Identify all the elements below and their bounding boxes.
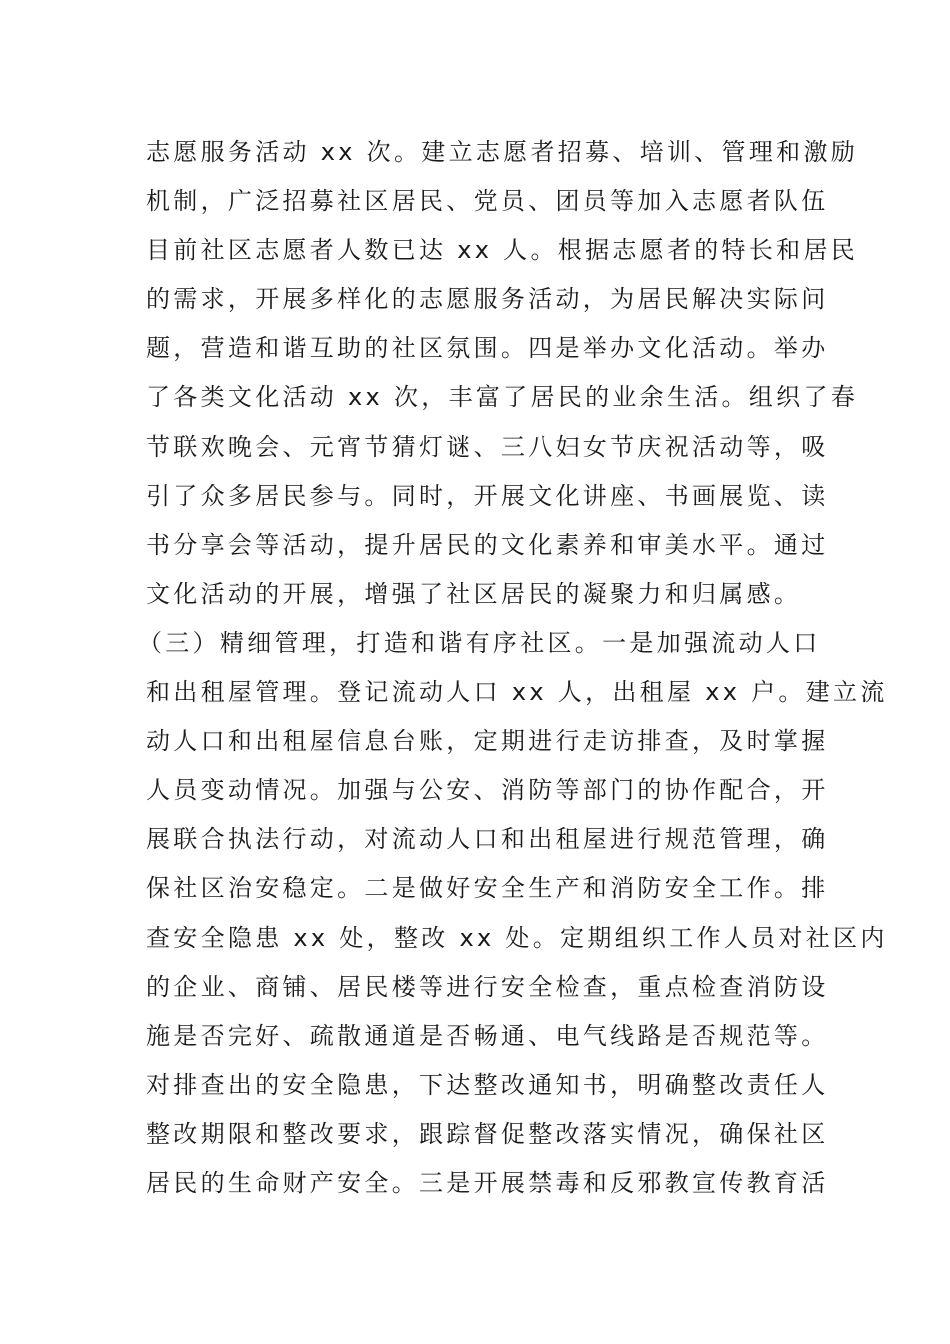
text-line-15: 展联合执法行动，对流动人口和出租屋进行规范管理，确 — [146, 825, 829, 854]
text-line-22: 居民的生命财产安全。三是开展禁毒和反邪教宣传教育活 — [146, 1168, 829, 1197]
text-line-2: 机制，广泛招募社区居民、党员、团员等加入志愿者队伍 — [146, 187, 829, 216]
body-text — [138, 128, 888, 1208]
text-line-5: 题，营造和谐互助的社区氛围。四是举办文化活动。举办 — [146, 334, 829, 363]
text-line-3: 目前社区志愿者人数已达 xx 人。根据志愿者的特长和居民 — [146, 236, 859, 265]
text-line-19: 施是否完好、疏散通道是否畅通、电气线路是否规范等。 — [146, 1021, 829, 1050]
text-line-21: 整改期限和整改要求，跟踪督促整改落实情况，确保社区 — [146, 1119, 829, 1148]
text-line-12: 和出租屋管理。登记流动人口 xx 人，出租屋 xx 户。建立流 — [146, 678, 888, 707]
text-line-1: 志愿服务活动 xx 次。建立志愿者招募、培训、管理和激励 — [146, 138, 859, 166]
text-line-4: 的需求，开展多样化的志愿服务活动，为居民解决实际问 — [146, 285, 829, 314]
section-heading-line: （三）精细管理，打造和谐有序社区。一是加强流动人口 — [138, 628, 821, 657]
text-line-9: 书分享会等活动，提升居民的文化素养和审美水平。通过 — [146, 530, 829, 559]
text-line-10: 文化活动的开展，增强了社区居民的凝聚力和归属感。 — [146, 579, 802, 608]
text-line-20: 对排查出的安全隐患，下达整改通知书，明确整改责任人 — [146, 1070, 829, 1099]
text-line-6: 了各类文化活动 xx 次，丰富了居民的业余生活。组织了春 — [146, 383, 859, 412]
text-line-8: 引了众多居民参与。同时，开展文化讲座、书画展览、读 — [146, 481, 829, 510]
text-line-18: 的企业、商铺、居民楼等进行安全检查，重点检查消防设 — [146, 972, 829, 1001]
text-line-13: 动人口和出租屋信息台账，定期进行走访排查，及时掌握 — [146, 727, 829, 756]
text-line-17: 查安全隐患 xx 处，整改 xx 处。定期组织工作人员对社区内 — [146, 923, 888, 952]
text-line-14: 人员变动情况。加强与公安、消防等部门的协作配合，开 — [146, 776, 829, 805]
text-line-16: 保社区治安稳定。二是做好安全生产和消防安全工作。排 — [146, 874, 829, 903]
text-line-7: 节联欢晚会、元宵节猜灯谜、三八妇女节庆祝活动等，吸 — [146, 432, 829, 461]
